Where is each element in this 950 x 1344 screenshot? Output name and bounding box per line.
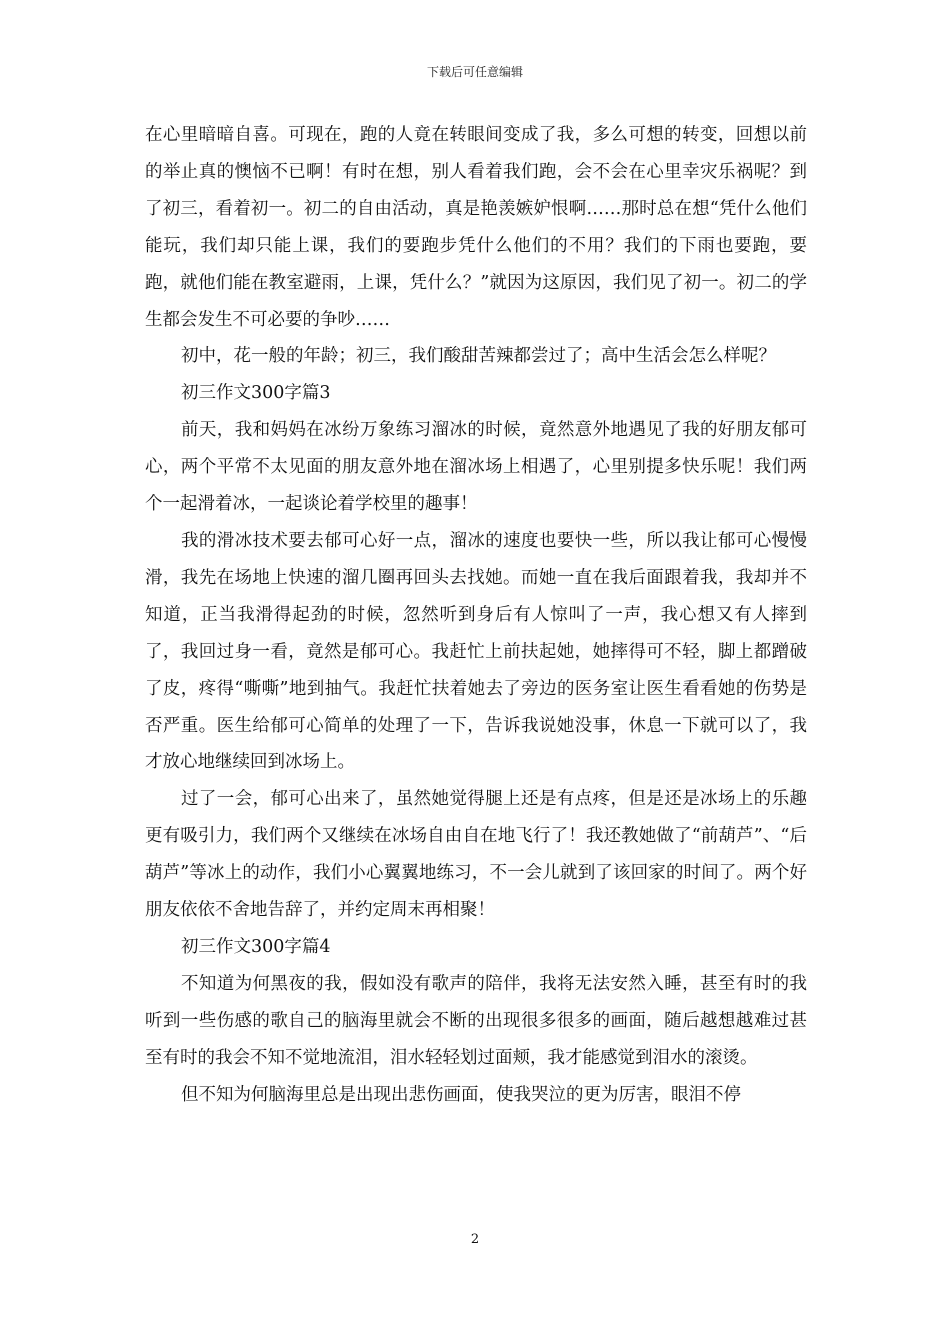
paragraph-5: 过了一会，郁可心出来了，虽然她觉得腿上还是有点疼，但是还是冰场上的乐趣更有吸引力，我们两个又继续在冰场自由自在地飞行了！我还教她做了“前葫芦”、“后葫芦”等冰上的动作，我们小心翼翼地练习，不一会儿就到了该回家的时间了。两个好朋友依依不舍地告辞了，并约定周末再相聚！ [145,789,807,921]
section-heading-4: 初三作文300字篇4 [181,936,331,957]
paragraph-2: 初中，花一般的年龄；初三，我们酸甜苦辣都尝过了；高中生活会怎么样呢？ [181,346,776,367]
section-heading-3: 初三作文300字篇3 [181,383,331,404]
paragraph-1: 在心里暗暗自喜。可现在，跑的人竟在转眼间变成了我，多么可想的转变，回想以前的举止真的懊恼不已啊！有时在想，别人看着我们跑，会不会在心里幸灾乐祸呢？到了初三，看着初一。初二的自由活动，真是艳羡嫉妒恨啊……那时总在想“凭什么他们能玩，我们却只能上课，我们的要跑步凭什么他们的不用？我们的下雨也要跑，要跑，就他们能在教室避雨，上课，凭什么？”就因为这原因，我们见了初一。初二的学生都会发生不可必要的争吵…… [145,125,807,330]
document-body [145,117,807,1113]
page-number: 2 [470,1232,480,1247]
paragraph-6: 不知道为何黑夜的我，假如没有歌声的陪伴，我将无法安然入睡，甚至有时的我听到一些伤感的歌自己的脑海里就会不断的出现很多很多的画面，随后越想越难过甚至有时的我会不知不觉地流泪，泪水轻轻划过面颊，我才能感觉到泪水的滚烫。 [145,973,807,1068]
paragraph-4: 我的滑冰技术要去郁可心好一点，溜冰的速度也要快一些，所以我让郁可心慢慢滑，我先在场地上快速的溜几圈再回头去找她。而她一直在我后面跟着我，我却并不知道，正当我滑得起劲的时候，忽然听到身后有人惊叫了一声，我心想又有人摔到了，我回过身一看，竟然是郁可心。我赶忙上前扶起她，她摔得可不轻，脚上都蹭破了皮，疼得“嘶嘶”地到抽气。我赶忙扶着她去了旁边的医务室让医生看看她的伤势是否严重。医生给郁可心简单的处理了一下，告诉我说她没事，休息一下就可以了，我才放心地继续回到冰场上。 [145,530,807,773]
page-header-note: 下载后可任意编辑 [426,65,523,79]
paragraph-3: 前天，我和妈妈在冰纷万象练习溜冰的时候，竟然意外地遇见了我的好朋友郁可心，两个平常不太见面的朋友意外地在溜冰场上相遇了，心里别提多快乐呢！我们两个一起滑着冰，一起谈论着学校里的趣事！ [145,420,807,515]
paragraph-7: 但不知为何脑海里总是出现出悲伤画面，使我哭泣的更为厉害，眼泪不停 [181,1084,741,1105]
